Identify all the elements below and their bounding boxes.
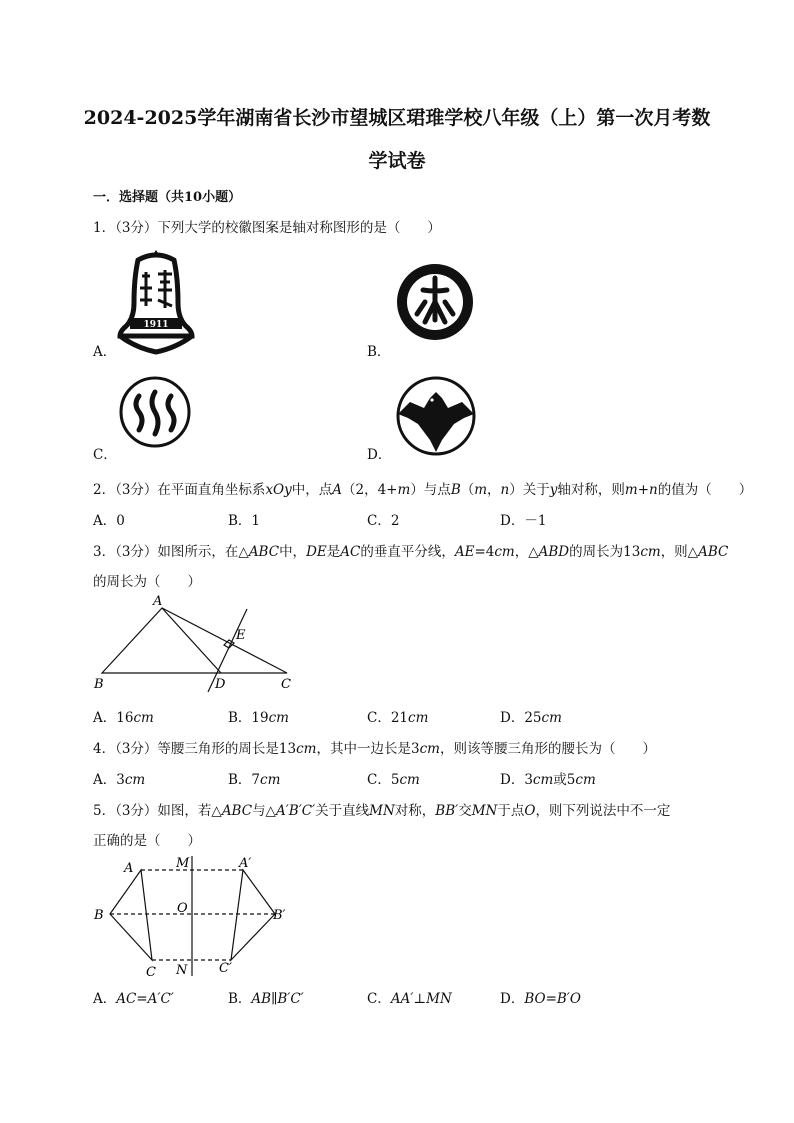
q3-label-d: D — [215, 677, 226, 692]
q3-triangle-diagram — [88, 592, 303, 694]
tsinghua-bell-logo — [116, 248, 196, 356]
eagle-logo — [394, 374, 478, 458]
q4-option-b: B．7cm — [228, 772, 281, 788]
q5-label-c-prime: C′ — [219, 961, 232, 976]
q2-option-a: A．0 — [93, 513, 125, 529]
q5-label-a: A — [124, 861, 134, 876]
q3-option-a: A．16cm — [93, 710, 154, 726]
page-title-line1: 2024-2025学年湖南省长沙市望城区珺琟学校八年级（上）第一次月考数 — [83, 107, 711, 129]
q1-stem: 1．（3分）下列大学的校徽图案是轴对称图形的是（ ） — [93, 220, 441, 236]
q5-symmetry-diagram — [88, 852, 303, 982]
q4-stem: 4．（3分）等腰三角形的周长是13cm，其中一边长是3cm，则该等腰三角形的腰长为（ ） — [93, 741, 656, 757]
peking-logo — [395, 262, 475, 342]
q5-option-b: B．AB∥B′C′ — [228, 991, 304, 1007]
q5-label-n: N — [176, 963, 188, 978]
q3-label-a: A — [153, 594, 163, 609]
q5-stem-line2: 正确的是（ ） — [93, 833, 201, 849]
q2-option-b: B．1 — [228, 513, 261, 529]
logo-year-text: 1911 — [143, 320, 169, 330]
q5-option-a: A．AC=A′C′ — [93, 991, 174, 1007]
q4-option-a: A．3cm — [93, 772, 146, 788]
q3-label-c: C — [281, 677, 291, 692]
q3-option-b: B．19cm — [228, 710, 289, 726]
q2-option-d: D．－1 — [500, 513, 547, 529]
q4-option-d: D．3cm或5cm — [500, 772, 596, 788]
q2-stem: 2．（3分）在平面直角坐标系xOy中，点A（2，4+m）与点B（m，n）关于y轴对称，则m+n的值为（ ） — [93, 482, 753, 498]
q3-label-e: E — [236, 628, 246, 643]
q1-option-c-label: C． — [93, 447, 117, 463]
q3-option-d: D．25cm — [500, 710, 562, 726]
section-heading: 一．选择题（共10小题） — [93, 190, 242, 205]
q5-label-b-prime: B′ — [273, 908, 286, 923]
q5-label-o: O — [177, 901, 188, 916]
q1-option-a-label: A． — [93, 344, 117, 360]
q3-stem-line2: 的周长为（ ） — [93, 574, 201, 590]
q4-option-c: C．5cm — [367, 772, 420, 788]
q3-label-b: B — [94, 677, 104, 692]
q5-label-b: B — [94, 908, 104, 923]
page-title-line2: 学试卷 — [368, 150, 426, 172]
q1-option-b-label: B． — [367, 344, 391, 360]
q3-stem-line1: 3．（3分）如图所示，在△ABC中，DE是AC的垂直平分线，AE=4cm，△ABD的周长为13cm，则△ABC — [93, 544, 729, 560]
q5-label-a-prime: A′ — [239, 856, 252, 871]
q3-option-c: C．21cm — [367, 710, 429, 726]
q5-stem-line1: 5．（3分）如图，若△ABC与△A′B′C′关于直线MN对称，BB′交MN于点O，则下列说法中不一定 — [93, 803, 671, 819]
wave-logo — [117, 374, 193, 450]
q5-label-m: M — [176, 856, 190, 871]
q5-option-c: C．AA′⊥MN — [367, 991, 452, 1007]
q1-option-d-label: D． — [367, 447, 392, 463]
q5-option-d: D．BO=B′O — [500, 991, 581, 1007]
q2-option-c: C．2 — [367, 513, 400, 529]
q5-label-c: C — [146, 965, 156, 980]
